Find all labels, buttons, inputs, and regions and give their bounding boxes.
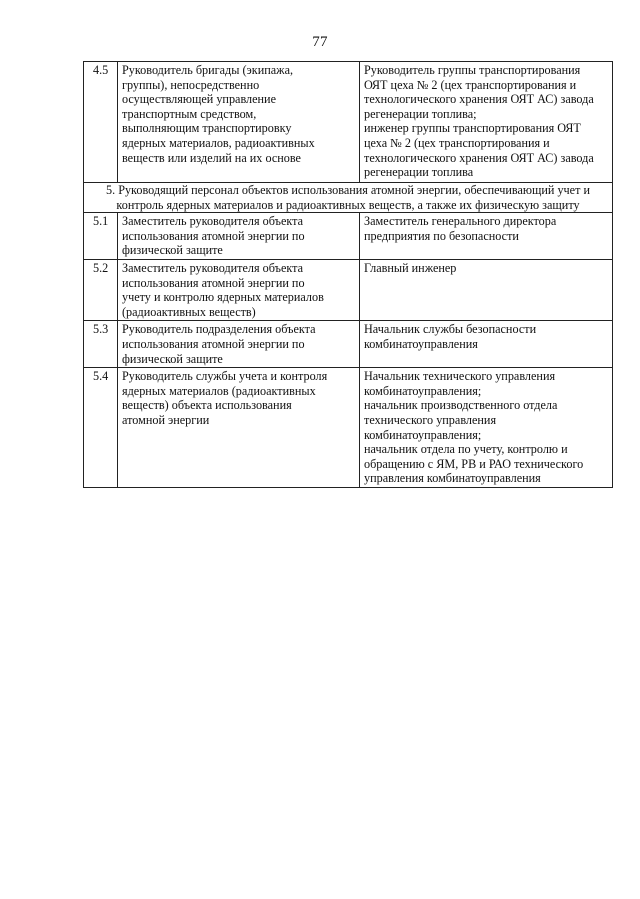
assignee-cell <box>360 321 613 368</box>
text-line: Заместитель руководителя объекта <box>122 214 303 229</box>
text-line: предприятия по безопасности <box>364 228 519 243</box>
row-number: 5.2 <box>84 259 118 320</box>
text-line: обращению с ЯМ, РВ и РАО технического <box>364 456 584 471</box>
text-line: управления комбинатоуправления <box>364 471 541 486</box>
section-heading-row <box>84 183 613 213</box>
text-line: физической защите <box>122 351 223 366</box>
text-line: регенерации топлива; <box>364 106 477 121</box>
text-line: ядерных материалов, радиоактивных <box>122 135 315 150</box>
page-number: 77 <box>312 34 328 50</box>
text-line: выполняющим транспортировку <box>122 121 292 136</box>
text-line: технологического хранения ОЯТ АС) завода <box>364 150 594 165</box>
row-number: 5.4 <box>84 368 118 488</box>
row-number: 5.3 <box>84 321 118 368</box>
text-line: веществ или изделий на их основе <box>122 150 301 165</box>
text-line: инженер группы транспортирования ОЯТ <box>364 121 581 136</box>
table-row <box>84 368 613 488</box>
text-line: комбинатоуправления; <box>364 427 482 442</box>
text-line: регенерации топлива <box>364 165 474 180</box>
text-line: Руководитель службы учета и контроля <box>122 369 328 384</box>
text-line: Начальник технического управления <box>364 369 556 384</box>
assignee-cell <box>360 259 613 320</box>
text-line: (радиоактивных веществ) <box>122 304 256 319</box>
table-row <box>84 62 613 183</box>
position-cell <box>118 213 360 260</box>
text-line: использования атомной энергии по <box>122 275 305 290</box>
text-line: комбинатоуправления; <box>364 383 482 398</box>
section-heading-line: 5. Руководящий персонал объектов использования атомной энергии, обеспечивающий учет и <box>106 183 590 197</box>
position-cell <box>118 321 360 368</box>
text-line: цеха № 2 (цех транспортирования и <box>364 135 550 150</box>
position-cell <box>118 62 360 183</box>
text-line: технологического хранения ОЯТ АС) завода <box>364 92 594 107</box>
position-cell <box>118 259 360 320</box>
text-line: транспортным средством, <box>122 106 257 121</box>
table-row <box>84 213 613 260</box>
text-line: использования атомной энергии по <box>122 336 305 351</box>
assignee-cell <box>360 368 613 488</box>
text-line: ядерных материалов (радиоактивных <box>122 383 316 398</box>
text-line: учету и контролю ядерных материалов <box>122 290 324 305</box>
text-line: использования атомной энергии по <box>122 228 305 243</box>
text-line: физической защите <box>122 243 223 258</box>
text-line: Заместитель руководителя объекта <box>122 260 303 275</box>
text-line: Начальник службы безопасности <box>364 322 537 337</box>
row-number: 4.5 <box>84 62 118 183</box>
text-line: осуществляющей управление <box>122 92 276 107</box>
row-number: 5.1 <box>84 213 118 260</box>
text-line: Руководитель подразделения объекта <box>122 322 316 337</box>
text-line: Руководитель группы транспортирования <box>364 63 581 77</box>
text-line: комбинатоуправления <box>364 336 478 351</box>
text-line: начальник отдела по учету, контролю и <box>364 442 568 457</box>
text-line: Заместитель генерального директора <box>364 214 557 229</box>
text-line: группы), непосредственно <box>122 77 260 92</box>
table-row <box>84 259 613 320</box>
text-line: технического управления <box>364 412 497 427</box>
position-cell <box>118 368 360 488</box>
section-heading-line: контроль ядерных материалов и радиоактивных веществ, а также их физическую защиту <box>116 197 580 212</box>
positions-table <box>83 61 613 488</box>
text-line: ОЯТ цеха № 2 (цех транспортирования и <box>364 77 577 92</box>
text-line: начальник производственного отдела <box>364 398 558 413</box>
text-line: Главный инженер <box>364 260 457 275</box>
text-line: Руководитель бригады (экипажа, <box>122 63 294 77</box>
section-heading <box>84 183 613 213</box>
text-line: атомной энергии <box>122 412 210 427</box>
table-row <box>84 321 613 368</box>
assignee-cell <box>360 213 613 260</box>
assignee-cell <box>360 62 613 183</box>
text-line: веществ) объекта использования <box>122 398 292 413</box>
